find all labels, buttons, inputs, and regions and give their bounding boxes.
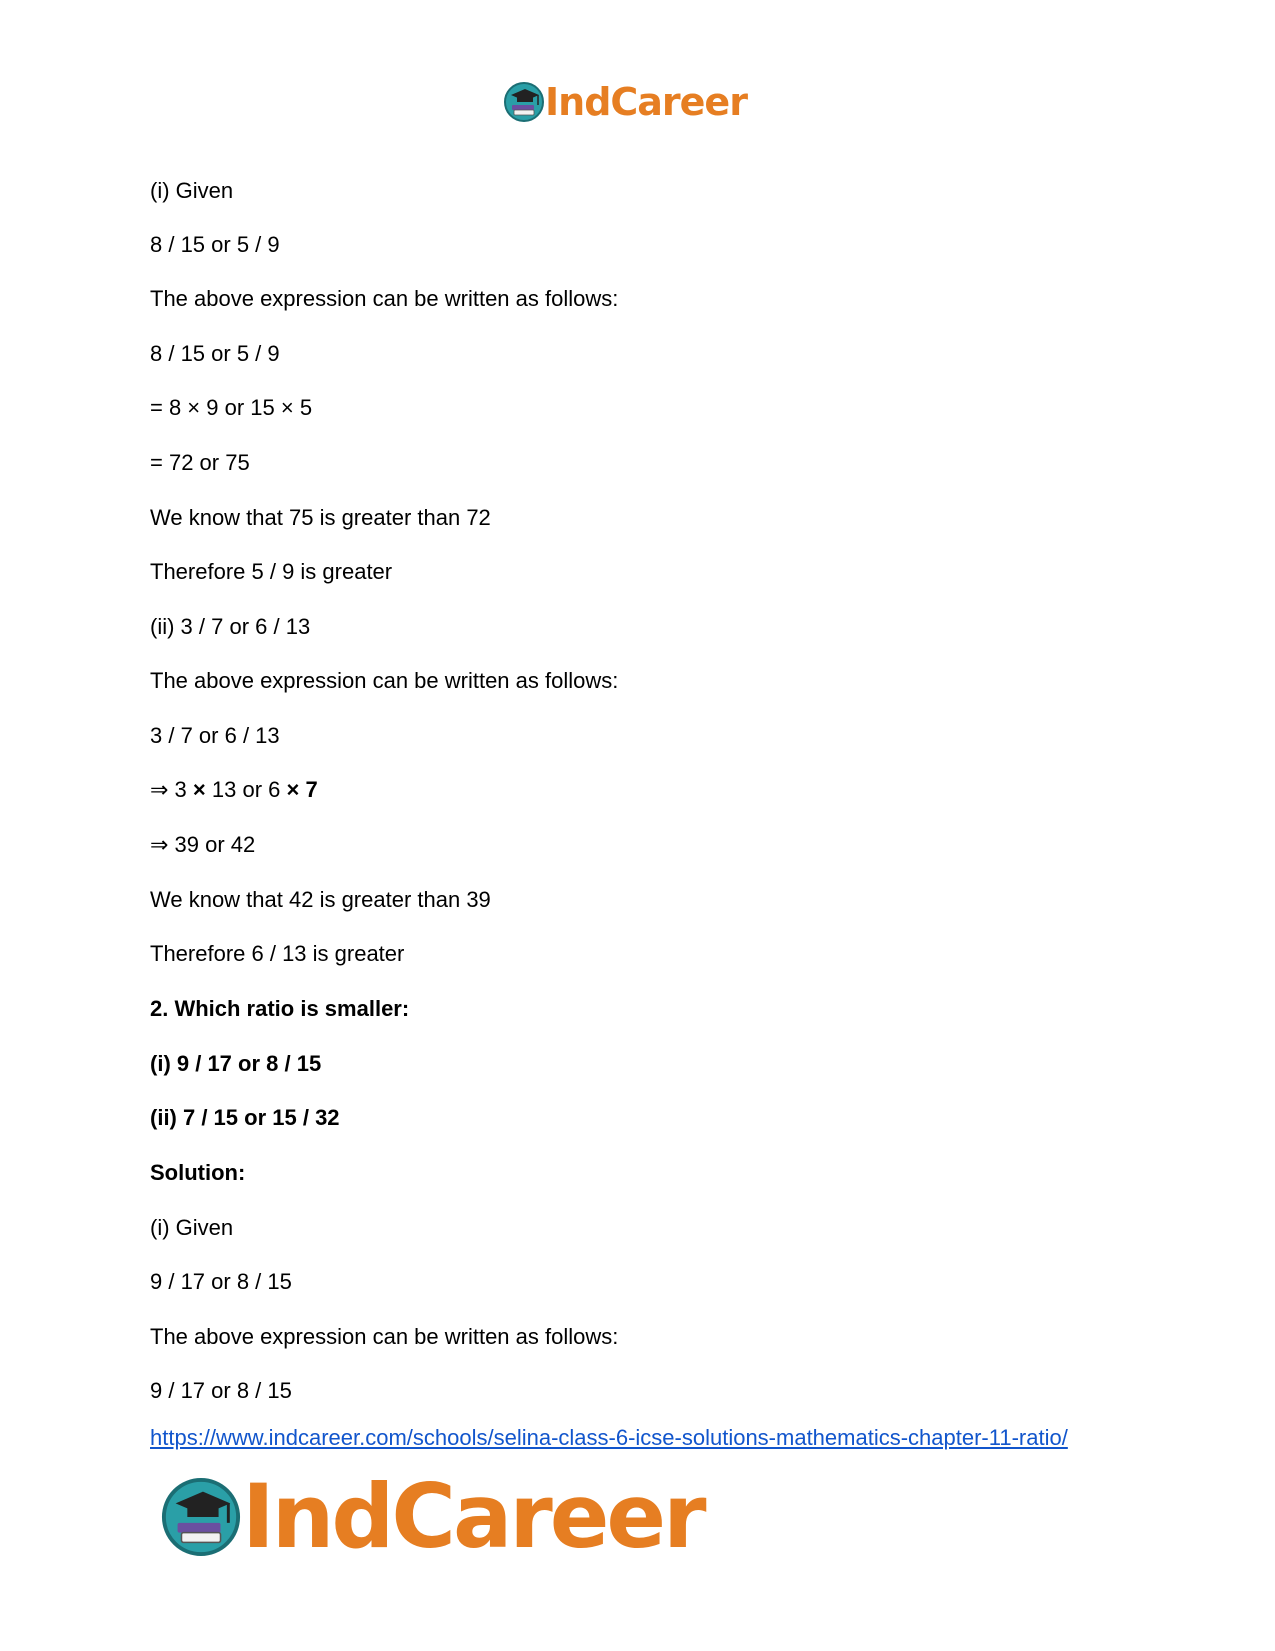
text-line: = 8 × 9 or 15 × 5 bbox=[150, 395, 313, 420]
text-segment-bold: × bbox=[192, 777, 206, 802]
text-line: We know that 75 is greater than 72 bbox=[150, 505, 491, 530]
question-part: (i) 9 / 17 or 8 / 15 bbox=[150, 1051, 322, 1076]
header-logo-text: IndCareer bbox=[545, 80, 747, 124]
text-line: (i) Given bbox=[150, 178, 234, 203]
text-line: The above expression can be written as follows: bbox=[150, 286, 619, 311]
text-line: The above expression can be written as follows: bbox=[150, 668, 619, 693]
text-segment: 13 or 6 bbox=[205, 777, 287, 802]
solution-heading: Solution: bbox=[150, 1160, 246, 1185]
source-link[interactable]: https://www.indcareer.com/schools/selina-class-6-icse-solutions-mathematics-chapter-11-ratio/ bbox=[150, 1425, 1068, 1450]
footer-logo bbox=[160, 1465, 704, 1568]
text-segment: ⇒ 3 bbox=[150, 777, 193, 802]
text-line: 3 / 7 or 6 / 13 bbox=[150, 723, 280, 748]
text-line: 8 / 15 or 5 / 9 bbox=[150, 341, 280, 366]
text-line: We know that 42 is greater than 39 bbox=[150, 887, 491, 912]
text-line: ⇒ 39 or 42 bbox=[150, 832, 256, 857]
text-line: 9 / 17 or 8 / 15 bbox=[150, 1269, 292, 1294]
text-line: 9 / 17 or 8 / 15 bbox=[150, 1378, 292, 1403]
text-line: 8 / 15 or 5 / 9 bbox=[150, 232, 280, 257]
question-part: (ii) 7 / 15 or 15 / 32 bbox=[150, 1105, 340, 1130]
text-line: Therefore 5 / 9 is greater bbox=[150, 559, 393, 584]
text-line: = 72 or 75 bbox=[150, 450, 250, 475]
footer-logo-text: IndCareer bbox=[242, 1465, 704, 1568]
text-line: (ii) 3 / 7 or 6 / 13 bbox=[150, 614, 311, 639]
text-line: The above expression can be written as follows: bbox=[150, 1324, 619, 1349]
text-line: Therefore 6 / 13 is greater bbox=[150, 941, 405, 966]
header-logo bbox=[503, 80, 747, 124]
text-line: (i) Given bbox=[150, 1215, 234, 1240]
text-line-mixed bbox=[150, 777, 318, 803]
question-heading: 2. Which ratio is smaller: bbox=[150, 996, 410, 1021]
graduate-book-icon bbox=[160, 1476, 242, 1558]
text-segment-bold: × 7 bbox=[286, 777, 318, 802]
graduate-book-icon bbox=[503, 81, 545, 123]
